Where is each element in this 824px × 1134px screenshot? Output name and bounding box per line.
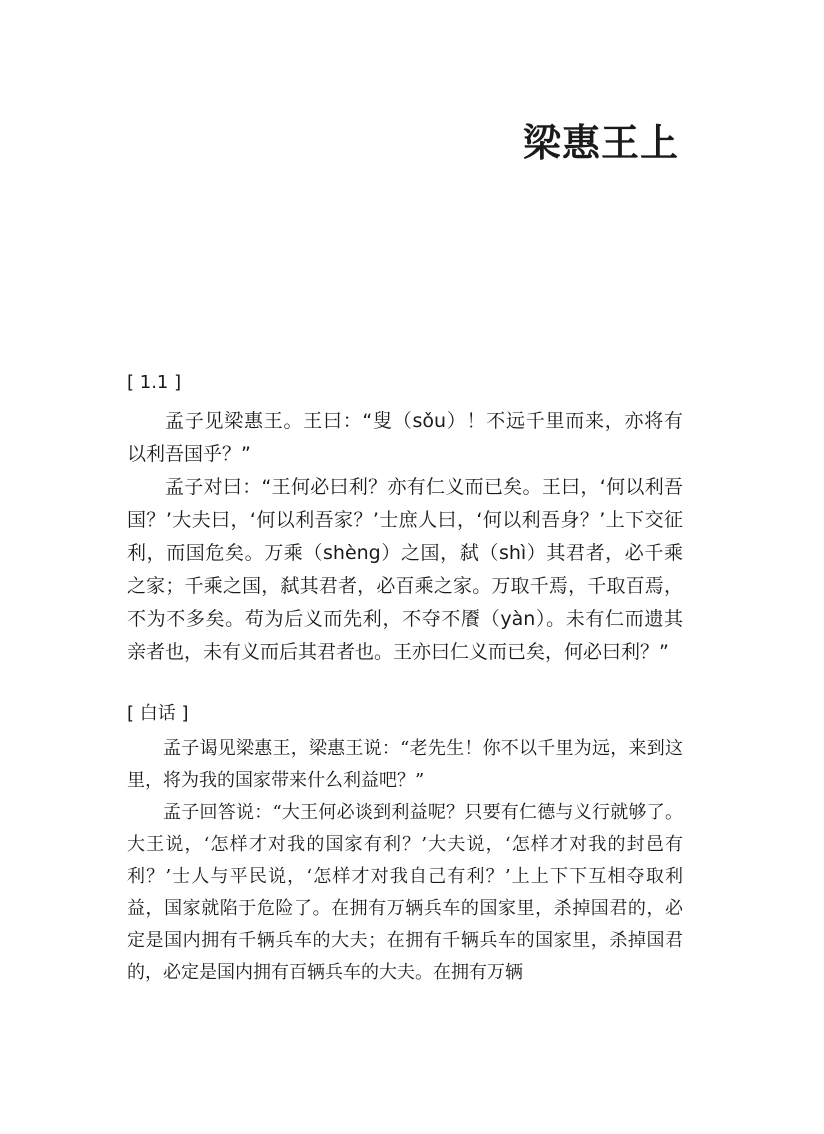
original-text <box>127 405 683 669</box>
chapter-title: 梁惠王上 <box>522 121 679 165</box>
original-paragraph: 孟子对曰：“王何必曰利？亦有仁义而已矣。王曰，‘何以利吾国？’大夫曰，‘何以利吾家？’士庶人曰，‘何以利吾身？’上下交征利，而国危矣。万乘（shèng）之国，弑（shì）其君者，必千乘之家；千乘之国，弑其君者，必百乘之家。万取千焉，千取百焉，不为不多矣。苟为后义而先利，不夺不餍（yàn）。未有仁而遗其亲者也，未有义而后其君者也。王亦曰仁义而已矣，何必曰利？” <box>127 476 683 663</box>
translation-paragraph: 孟子回答说：“大王何必谈到利益呢？只要有仁德与义行就够了。大王说，‘怎样才对我的国家有利？’大夫说，‘怎样才对我的封邑有利？’士人与平民说，‘怎样才对我自己有利？’上上下下互相夺取利益，国家就陷于危险了。在拥有万辆兵车的国家里，杀掉国君的，必定是国内拥有千辆兵车的大夫；在拥有千辆兵车的国家里，杀掉国君的，必定是国内拥有百辆兵车的大夫。在拥有万辆 <box>127 802 683 983</box>
section-label-original: [ 1.1 ] <box>127 372 182 393</box>
section-label-translation: [ 白话 ] <box>127 703 189 724</box>
original-paragraph: 孟子见梁惠王。王曰：“叟（sǒu）！不远千里而来，亦将有以利吾国乎？” <box>127 410 683 465</box>
translation-text <box>127 733 683 1028</box>
translation-paragraph: 孟子谒见梁惠王，梁惠王说：“老先生！你不以千里为远，来到这里，将为我的国家带来什么利益吧？” <box>127 738 683 791</box>
